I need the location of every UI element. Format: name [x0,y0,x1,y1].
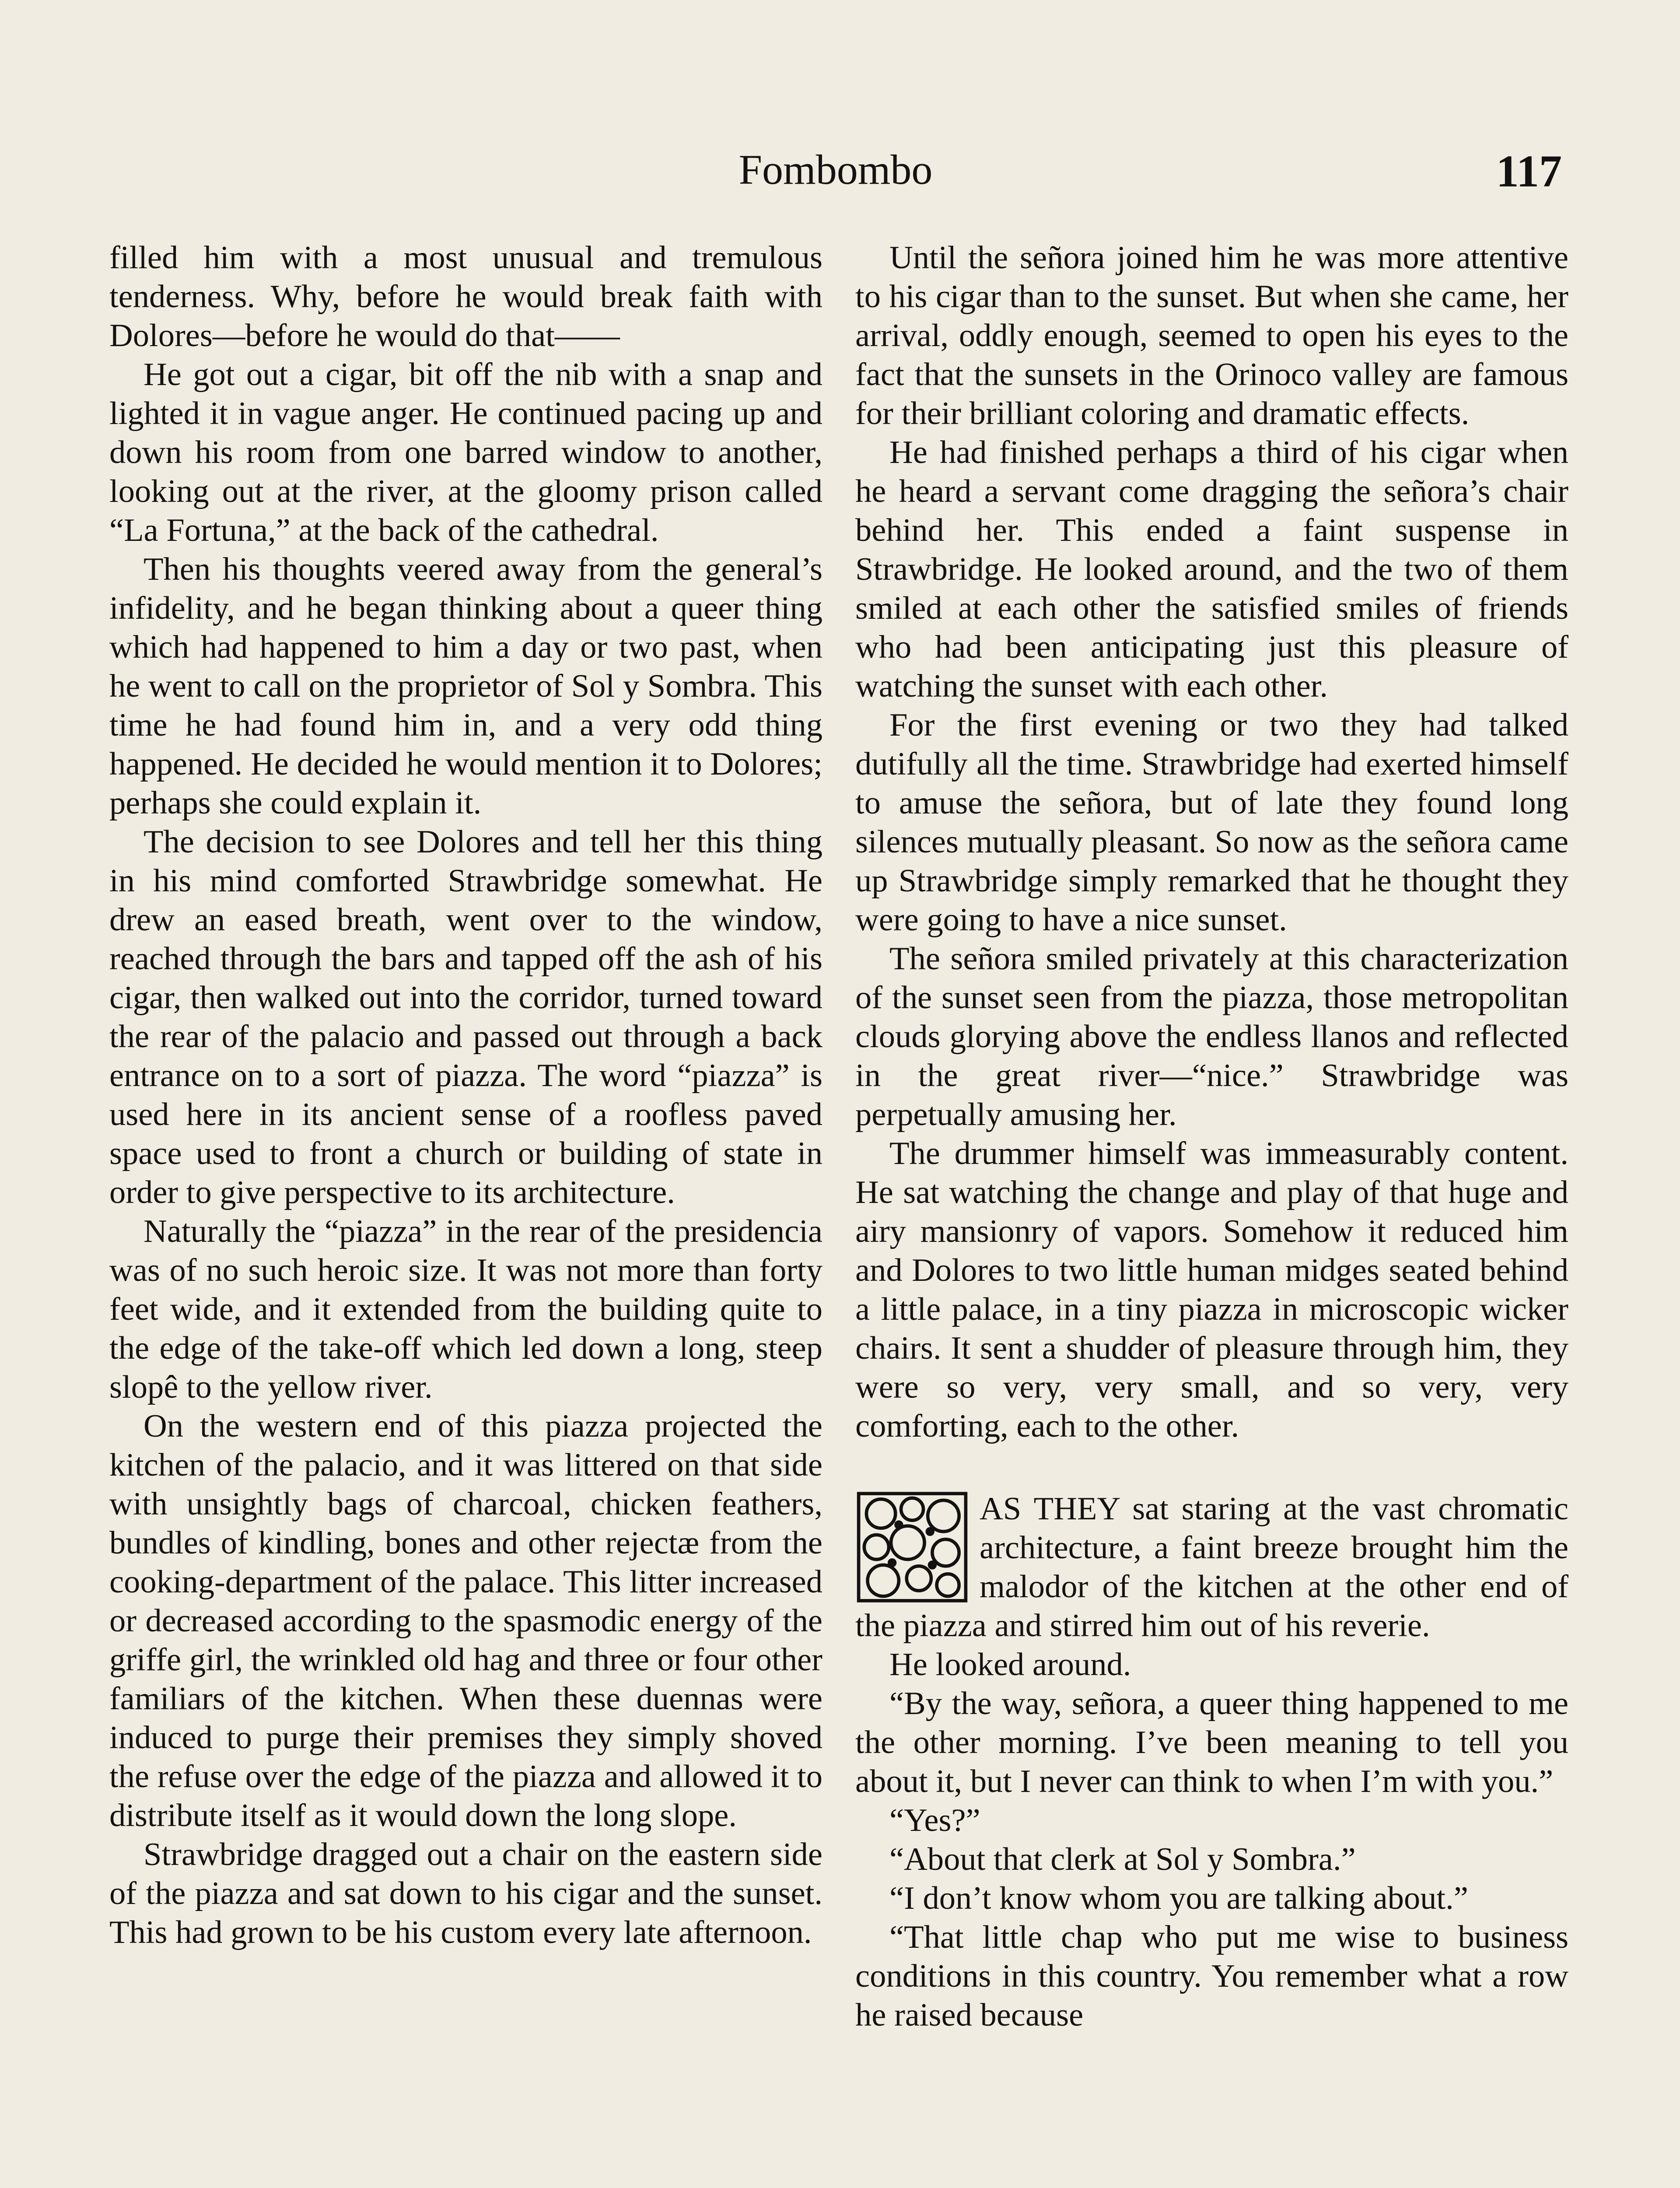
right-column [855,238,1568,2035]
page-header [109,144,1562,206]
paragraph: On the western end of this piazza projected the kitchen of the palacio, and it was littered on that side with unsightly bags of charcoal, chicken feathers, bundles of kindling, bones and other rejectæ from the cooking-department of the palace. This litter increased or decreased according to the spasmodic energy of the griffe girl, the wrinkled old hag and three or four other familiars of the kitchen. When these duennas were induced to purge their premises they simply shoved the refuse over the edge of the piazza and allowed it to distribute itself as it would down the long slope. [109,1408,822,1834]
section-opening-text: AS THEY sat staring at the vast chromatic architecture, a faint breeze brought him the malodor of the kitchen at the other end of the piazza and stirred him out of his reverie. [855,1491,1568,1644]
paragraph: Strawbridge dragged out a chair on the eastern side of the piazza and sat down to his cigar and the sunset. This had grown to be his custom every late afternoon. [109,1837,822,1950]
paragraph: Naturally the “piazza” in the rear of the presidencia was of no such heroic size. It was not more than forty feet wide, and it extended from the building quite to the edge of the take-off which led down a long, steep slopê to the yellow river. [109,1213,822,1405]
paragraph: “Yes?” [889,1802,980,1838]
paragraph: He got out a cigar, bit off the nib with a snap and lighted it in vague anger. He continued pacing up and down his room from one barred window to another, looking out at the river, at the gloomy prison called “La Fortuna,” at the back of the cathedral. [109,357,822,548]
paragraph: “About that clerk at Sol y Sombra.” [889,1841,1356,1877]
section-opening-paragraph [855,1490,1568,1645]
paragraph: “I don’t know whom you are talking about.” [889,1880,1468,1916]
running-head: Fombombo [738,146,933,193]
paragraph: He looked around. [889,1647,1131,1683]
page-number: 117 [1496,146,1562,196]
paragraph: “By the way, señora, a queer thing happened to me the other morning. I’ve been meaning to tell you about it, but I never can think to when I’m with you.” [855,1686,1568,1799]
paragraph: The decision to see Dolores and tell her this thing in his mind comforted Strawbridge somewhat. He drew an eased breath, went over to the window, reached through the bars and tapped off the ash of his cigar, then walked out into the corridor, turned toward the rear of the palacio and passed out through a back entrance on to a sort of piazza. The word “piazza” is used here in its ancient sense of a roofless paved space used to front a church or building of state in order to give perspective to its architecture. [109,824,822,1210]
left-column [109,238,822,1952]
paragraph: filled him with a most unusual and tremulous tenderness. Why, before he would break faith with Dolores—before he would do that—— [109,240,822,354]
paragraph: Until the señora joined him he was more attentive to his cigar than to the sunset. But when she came, her arrival, oddly enough, seemed to open his eyes to the fact that the sunsets in the Orinoco valley are famous for their brilliant coloring and dramatic effects. [855,240,1568,431]
paragraph: “That little chap who put me wise to business conditions in this country. You remember what a row he raised because [855,1919,1568,2033]
paragraph: The drummer himself was immeasurably content. He sat watching the change and play of that huge and airy mansionry of vapors. Somehow it reduced him and Dolores to two little human midges seated behind a little palace, in a tiny piazza in microscopic wicker chairs. It sent a shudder of pleasure through him, they were so very, very small, and so very, very comforting, each to the other. [855,1136,1568,1444]
paragraph: He had finished perhaps a third of his cigar when he heard a servant come dragging the señora’s chair behind her. This ended a faint suspense in Strawbridge. He looked around, and the two of them smiled at each other the satisfied smiles of friends who had been anticipating just this pleasure of watching the sunset with each other. [855,435,1568,704]
paragraph: The señora smiled privately at this characterization of the sunset seen from the piazza, those metropolitan clouds glorying above the endless llanos and reflected in the great river—“nice.” Strawbridge was perpetually amusing her. [855,941,1568,1133]
paragraph: For the first evening or two they had talked dutifully all the time. Strawbridge had exerted himself to amuse the señora, but of late they found long silences mutually pleasant. So now as the señora came up Strawbridge simply remarked that he thought they were going to have a nice sunset. [855,707,1568,938]
paragraph: Then his thoughts veered away from the general’s infidelity, and he began thinking about a queer thing which had happened to him a day or two past, when he went to call on the proprietor of Sol y Sombra. This time he had found him in, and a very odd thing happened. He decided he would mention it to Dolores; perhaps she could explain it. [109,551,822,821]
ornamental-drop-cap-icon [855,1491,969,1603]
